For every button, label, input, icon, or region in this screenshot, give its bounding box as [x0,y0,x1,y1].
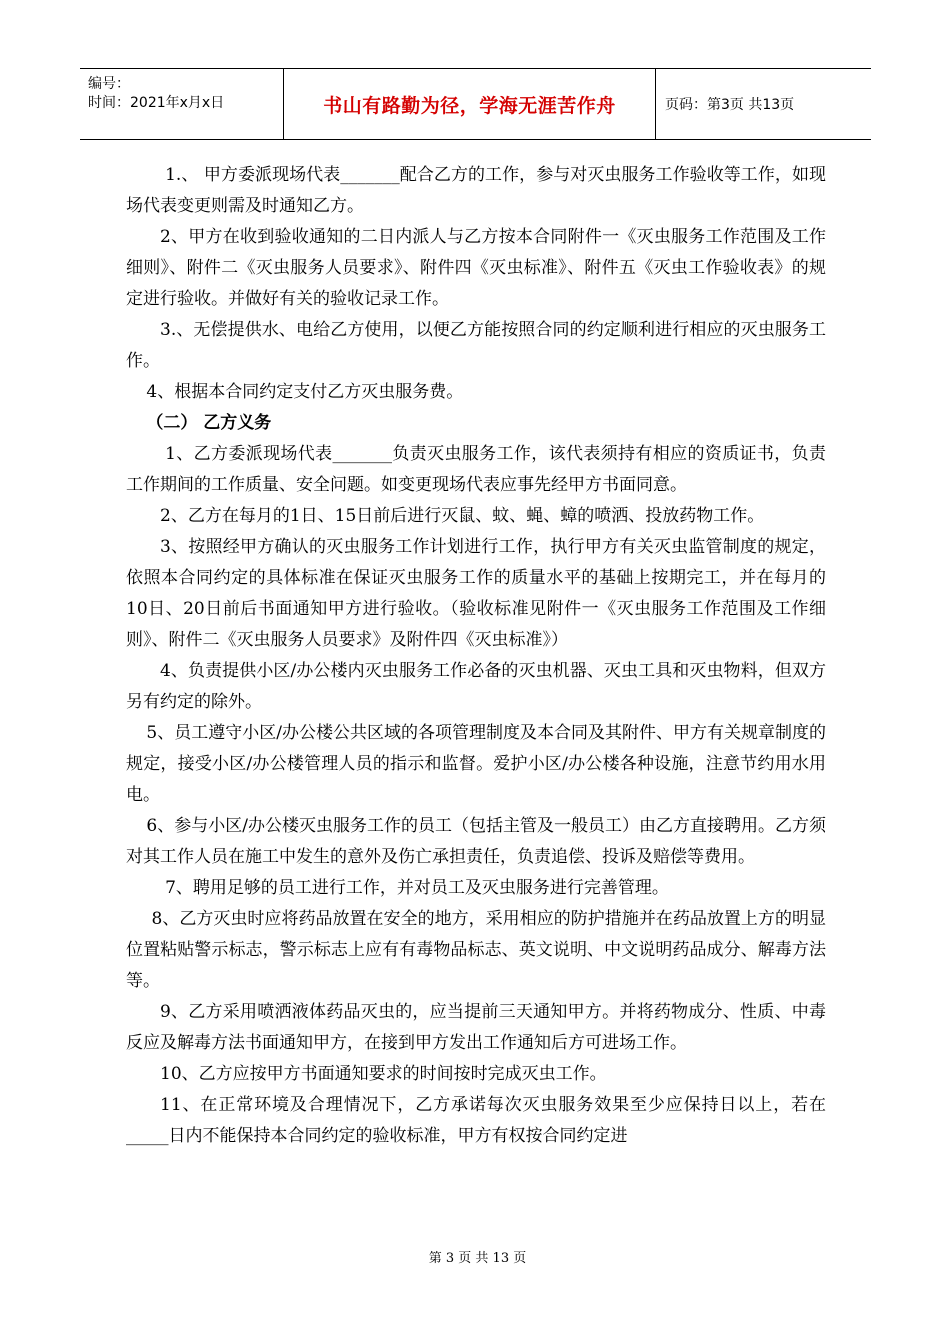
party-a-clause-4: 4、根据本合同约定支付乙方灭虫服务费。 [146,382,464,402]
header-page-cell [656,69,871,139]
document-date: 时间：2021年x月x日 [88,95,225,111]
page-footer [0,1247,950,1266]
section-title: （二） 乙方义务 [146,413,272,433]
party-b-clause-10: 10、乙方应按甲方书面通知要求的时间按时完成灭虫工作。 [160,1064,607,1084]
party-b-clause-11: 11、在正常环境及合理情况下，乙方承诺每次灭虫服务效果至少应保持日以上，若在_____日内不能保持本合同约定的验收标准，甲方有权按合同约定进 [126,1095,826,1146]
document-body [126,160,826,1152]
party-a-clause-2: 2、甲方在收到验收通知的二日内派人与乙方按本合同附件一《灭虫服务工作范围及工作细则》、附件二《灭虫服务人员要求》、附件四《灭虫标准》、附件五《灭虫工作验收表》的规定进行验收。并做好有关的验收记录工作。 [126,227,826,309]
party-a-clause-1: 1.、 甲方委派现场代表_______配合乙方的工作，参与对灭虫服务工作验收等工作，如现场代表变更则需及时通知乙方。 [126,165,826,216]
party-b-clause-2: 2、乙方在每月的1日、15日前后进行灭鼠、蚊、蝇、蟑的喷洒、投放药物工作。 [160,506,765,526]
header-motto: 书山有路勤为径，学海无涯苦作舟 [323,94,616,117]
party-b-clause-7: 7、聘用足够的员工进行工作，并对员工及灭虫服务进行完善管理。 [165,878,669,898]
party-b-clause-8: 8、乙方灭虫时应将药品放置在安全的地方，采用相应的防护措施并在药品放置上方的明显位置粘贴警示标志，警示标志上应有有毒物品标志、英文说明、中文说明药品成分、解毒方法等。 [126,909,826,991]
party-b-clause-4: 4、负责提供小区/办公楼内灭虫服务工作必备的灭虫机器、灭虫工具和灭虫物料，但双方另有约定的除外。 [126,661,826,712]
header-page-number: 页码：第3页 共13页 [665,97,795,113]
party-b-clause-3: 3、按照经甲方确认的灭虫服务工作计划进行工作，执行甲方有关灭虫监管制度的规定，依照本合同约定的具体标准在保证灭虫服务工作的质量水平的基础上按期完工，并在每月的10日、20日前后书面通知甲方进行验收。（验收标准见附件一《灭虫服务工作范围及工作细则》、附件二《灭虫服务人员要求》及附件四《灭虫标准》） [126,537,826,650]
party-a-clause-3: 3.、无偿提供水、电给乙方使用，以便乙方能按照合同的约定顺利进行相应的灭虫服务工作。 [126,320,826,371]
party-b-clause-1: 1、乙方委派现场代表_______负责灭虫服务工作，该代表须持有相应的资质证书，负责工作期间的工作质量、安全问题。如变更现场代表应事先经甲方书面同意。 [126,444,826,495]
footer-page-number: 第 3 页 共 13 页 [428,1251,527,1266]
party-b-clause-9: 9、乙方采用喷洒液体药品灭虫的，应当提前三天通知甲方。并将药物成分、性质、中毒反应及解毒方法书面通知甲方，在接到甲方发出工作通知后方可进场工作。 [126,1002,826,1053]
page-header [80,68,871,140]
party-b-clause-5: 5、员工遵守小区/办公楼公共区域的各项管理制度及本合同及其附件、甲方有关规章制度的规定，接受小区/办公楼管理人员的指示和监督。爱护小区/办公楼各种设施，注意节约用水用电。 [126,723,826,805]
party-b-clause-6: 6、参与小区/办公楼灭虫服务工作的员工（包括主管及一般员工）由乙方直接聘用。乙方须对其工作人员在施工中发生的意外及伤亡承担责任，负责追偿、投诉及赔偿等费用。 [126,816,826,867]
header-motto-cell [284,69,656,139]
header-meta [80,69,284,139]
document-number-label: 编号： [88,76,130,92]
